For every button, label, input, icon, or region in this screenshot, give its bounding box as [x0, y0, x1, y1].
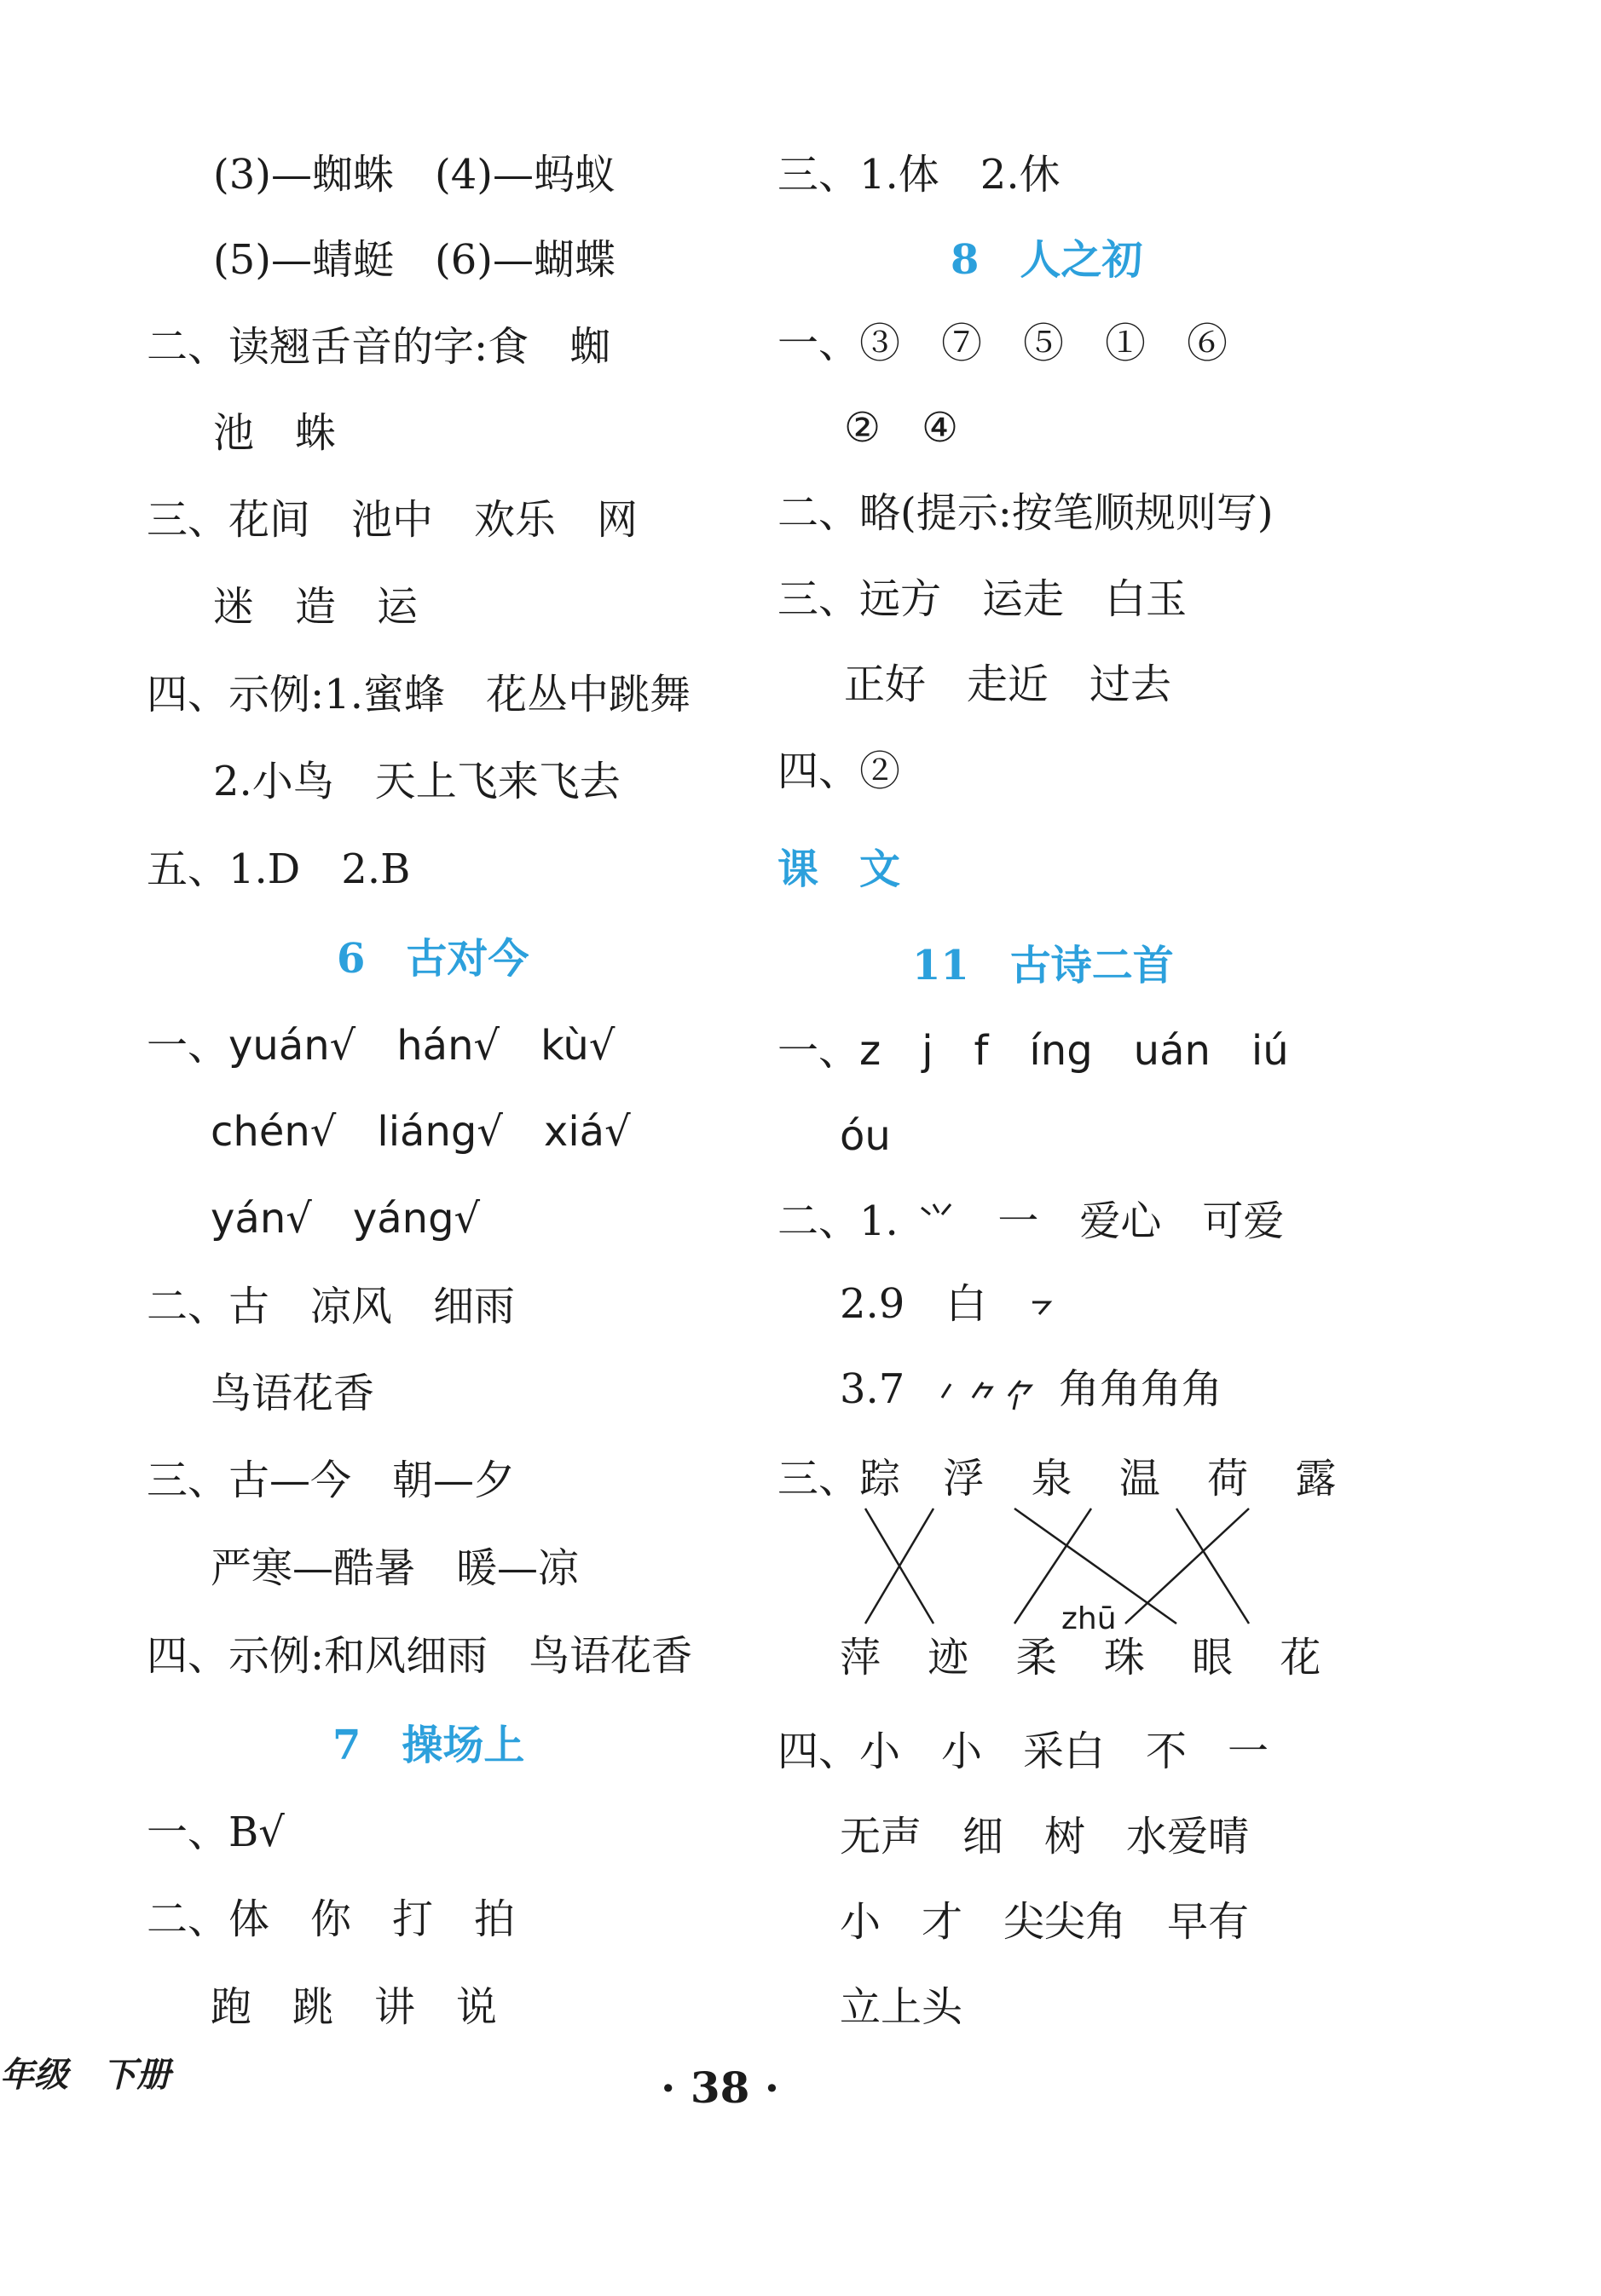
answer-line: 池 蛛 — [213, 409, 337, 457]
answer-line: 鸟语花香 — [211, 1370, 375, 1417]
match-word: 浮 — [943, 1455, 985, 1503]
answer-line: óu — [840, 1112, 891, 1160]
match-word: 露 — [1295, 1455, 1337, 1503]
answer-line: 二、略(提示:按笔顺规则写) — [777, 489, 1274, 537]
answer-line: 三、1.体 2.休 — [777, 151, 1061, 199]
answer-line: (5)—蜻蜓 (6)—蝴蝶 — [213, 236, 616, 284]
match-word: 萍 — [840, 1634, 881, 1682]
answer-text: 3.7 — [840, 1365, 905, 1413]
answer-line: 四、② — [777, 747, 901, 795]
answer-line: 严寒—酷暑 暖—凉 — [211, 1544, 580, 1592]
lesson-title: 7 操场上 — [332, 1722, 525, 1769]
answer-line: 二、古 凉风 细雨 — [147, 1283, 516, 1330]
answer-line: 2.小鸟 天上飞来飞去 — [213, 758, 621, 805]
match-word: 三、踪 — [777, 1455, 901, 1503]
answer-line: ② ④ — [844, 404, 959, 452]
answer-line: 三、花间 池中 欢乐 网 — [147, 496, 639, 544]
match-word: 眼 — [1192, 1634, 1234, 1682]
answer-line: 四、示例:和风细雨 鸟语花香 — [147, 1632, 693, 1680]
answer-line: 四、小 小 采白 不 一 — [777, 1728, 1269, 1775]
match-word: 荷 — [1207, 1455, 1249, 1503]
page-number: · 38 · — [661, 2062, 780, 2113]
answer-line: yán√ yáng√ — [211, 1195, 481, 1243]
answer-line: 五、1.D 2.B — [147, 845, 411, 893]
answer-line: 立上头 — [840, 1983, 963, 2031]
match-word: 泉 — [1031, 1455, 1072, 1503]
match-word: 珠 — [1103, 1634, 1145, 1682]
match-word: 温 — [1118, 1455, 1160, 1503]
answer-line: 二、读翘舌音的字:食 蜘 — [147, 323, 611, 371]
answer-line: 无声 细 树 水爱晴 — [840, 1813, 1250, 1860]
match-word: 花 — [1280, 1634, 1321, 1682]
lesson-title: 11 古诗二首 — [912, 942, 1174, 989]
lesson-title: 8 人之初 — [951, 236, 1143, 284]
answer-line: 三、远方 运走 白玉 — [777, 575, 1188, 623]
answer-text: 一 爱心 可爱 — [997, 1197, 1285, 1245]
answer-line: 一、B√ — [147, 1809, 285, 1856]
answer-line: 三、古—今 朝—夕 — [147, 1457, 516, 1504]
answer-line: 一、③ ⑦ ⑤ ① ⑥ — [777, 320, 1228, 367]
match-word: 柔 — [1015, 1634, 1057, 1682]
answer-line: 一、z j f íng uán iú — [777, 1027, 1289, 1075]
answer-prefix: 二、1. — [777, 1197, 899, 1245]
pinyin-annotation: zhū — [1061, 1601, 1117, 1636]
answer-line: 迷 造 运 — [213, 583, 419, 631]
answer-line: 正好 走近 过去 — [844, 661, 1172, 708]
footer-grade: 年级 下册 — [0, 2055, 171, 2095]
match-word: 迹 — [928, 1634, 969, 1682]
answer-line: 四、示例:1.蜜蜂 花丛中跳舞 — [147, 671, 691, 718]
answer-line: 小 才 尖尖角 早有 — [840, 1898, 1250, 1946]
unit-title: 课 文 — [777, 845, 901, 893]
answer-line: chén√ liáng√ xiá√ — [211, 1108, 631, 1156]
answer-line: 一、yuán√ hán√ kù√ — [147, 1022, 616, 1070]
answer-text: 2.9 白 — [840, 1280, 987, 1328]
answer-text: 角角角角 — [1058, 1365, 1222, 1413]
answer-line: 跑 跳 讲 说 — [211, 1983, 498, 2031]
answer-line: (3)—蜘蛛 (4)—蚂蚁 — [213, 151, 616, 199]
lesson-title: 6 古对今 — [337, 935, 529, 983]
answer-line: 二、体 你 打 拍 — [147, 1895, 516, 1943]
